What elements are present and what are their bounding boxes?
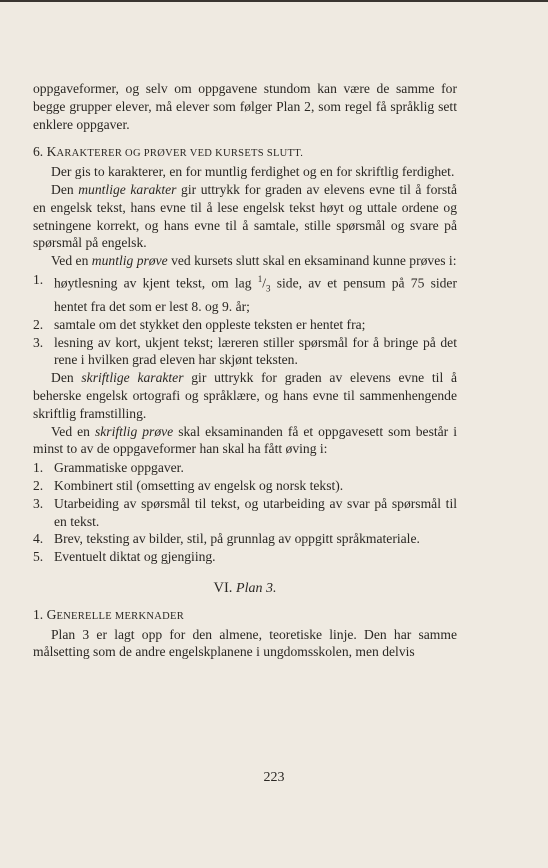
section-6-intro: Der gis to karakterer, en for muntlig ferdighet og en for skriftlig ferdighet.	[51, 164, 455, 180]
section-vi-title: Plan 3.	[236, 580, 277, 596]
top-border	[0, 0, 548, 2]
section-6-number: 6.	[33, 144, 44, 160]
written-exam-term: skriftlig prøve	[94, 423, 174, 439]
written-list-item	[33, 530, 457, 548]
written-grade-lead: Den	[51, 370, 82, 386]
oral-list-item	[33, 271, 457, 316]
section-vi-heading	[33, 580, 457, 598]
oral-item-1-pre: høytlesning av kjent tekst, om lag	[54, 275, 258, 291]
written-item-2-text: Kombinert stil (omsetting av engelsk og norsk tekst).	[54, 477, 344, 493]
written-item-1-text: Grammatiske oppgaver.	[54, 460, 184, 476]
fraction-numerator: 1	[257, 273, 263, 284]
top-paragraph: oppgaveformer, og selv om oppgavene stundom kan være de samme for begge grupper elever, må elever som følger Plan 2, som regel få språklig sett enklere oppgaver.	[33, 81, 457, 132]
written-exam-rest: skal eksaminanden få et oppgavesett som består i minst to av de oppgaveformer han skal ha fått øving i:	[33, 423, 457, 457]
written-list-item	[33, 495, 457, 531]
written-item-3-text: Utarbeiding av spørsmål til tekst, og utarbeiding av svar på spørsmål til en tekst.	[54, 495, 457, 529]
section-6-heading	[33, 143, 457, 163]
section-6-title-rest: ARAKTERER OG PRØVER VED KURSETS SLUTT.	[56, 148, 304, 160]
written-item-4-number: 4.	[33, 531, 44, 547]
oral-item-2-text: samtale om det stykket den oppleste teksten er hentet fra;	[54, 316, 366, 332]
section-vi-roman: VI.	[213, 579, 233, 596]
oral-grade-paragraph	[33, 181, 457, 252]
oral-exam-term: muntlig prøve	[91, 253, 168, 269]
section-6-title-initial: K	[46, 144, 57, 160]
written-item-2-number: 2.	[33, 477, 44, 493]
written-grade-term: skriftlige karakter	[81, 370, 184, 386]
written-grade-rest: gir uttrykk for graden av elevens evne til å beherske engelsk ortografi og språklære, og hans evne til sammenhengende skriftlig framstilling.	[33, 370, 458, 421]
written-exam-lead: Ved en	[51, 423, 95, 439]
oral-exam-rest: ved kursets slutt skal en eksaminand kunne prøves i:	[167, 253, 457, 269]
oral-exam-paragraph	[33, 252, 457, 270]
fraction-denominator: 3	[266, 283, 271, 294]
written-item-5-number: 5.	[33, 549, 44, 565]
written-item-5-text: Eventuelt diktat og gjengiing.	[54, 549, 216, 565]
written-list-item	[33, 459, 457, 477]
subsection-1-title-rest: ENERELLE MERKNADER	[56, 610, 185, 622]
oral-list-item	[33, 334, 457, 370]
subsection-1-number: 1.	[33, 606, 44, 622]
written-list-item	[33, 548, 457, 566]
page-number: 223	[263, 770, 285, 785]
subsection-1-heading	[33, 606, 457, 626]
oral-item-3-text: lesning av kort, ukjent tekst; læreren stiller spørsmål for å bringe på det rene i hvilken grad eleven har skjønt teksten.	[54, 334, 457, 368]
oral-item-3-number: 3.	[33, 334, 44, 350]
oral-list-item	[33, 316, 457, 334]
written-list-item	[33, 477, 457, 495]
written-item-3-number: 3.	[33, 495, 44, 511]
subsection-1-title-initial: G	[46, 606, 57, 622]
page-text	[33, 80, 457, 661]
oral-item-1-text: høytlesning av kjent tekst, om lag $^1/_3$ side, av et pensum på 75 sider hentet fra det som er lest 8. og 9. år;	[54, 273, 457, 315]
written-exam-paragraph	[33, 423, 457, 459]
written-item-4-text: Brev, teksting av bilder, stil, på grunnlag av oppgitt språkmateriale.	[54, 531, 420, 547]
written-grade-paragraph	[33, 369, 457, 422]
subsection-1-text: Plan 3 er lagt opp for den almene, teoretiske linje. Den har samme målsetting som de andre engelskplanene i ungdomsskolen, men delvis	[33, 626, 457, 660]
oral-item-1-post: side, av et pensum på 75 sider hentet fra det som er lest 8. og 9. år;	[54, 275, 457, 315]
oral-item-2-number: 2.	[33, 316, 44, 332]
oral-grade-lead: Den	[51, 181, 79, 197]
oral-item-1-number: 1.	[33, 271, 44, 287]
oral-exam-lead: Ved en	[51, 253, 92, 269]
written-item-1-number: 1.	[33, 460, 44, 476]
oral-grade-rest: gir uttrykk for graden av elevens evne til å forstå en engelsk tekst, hans evne til å lese engelsk tekst høyt og uttale ordene og setningene korrekt, og hans evne til å samtale, stille spørsmål og svare på spørsmål på engelsk.	[33, 181, 457, 251]
oral-grade-term: muntlige karakter	[78, 181, 177, 197]
